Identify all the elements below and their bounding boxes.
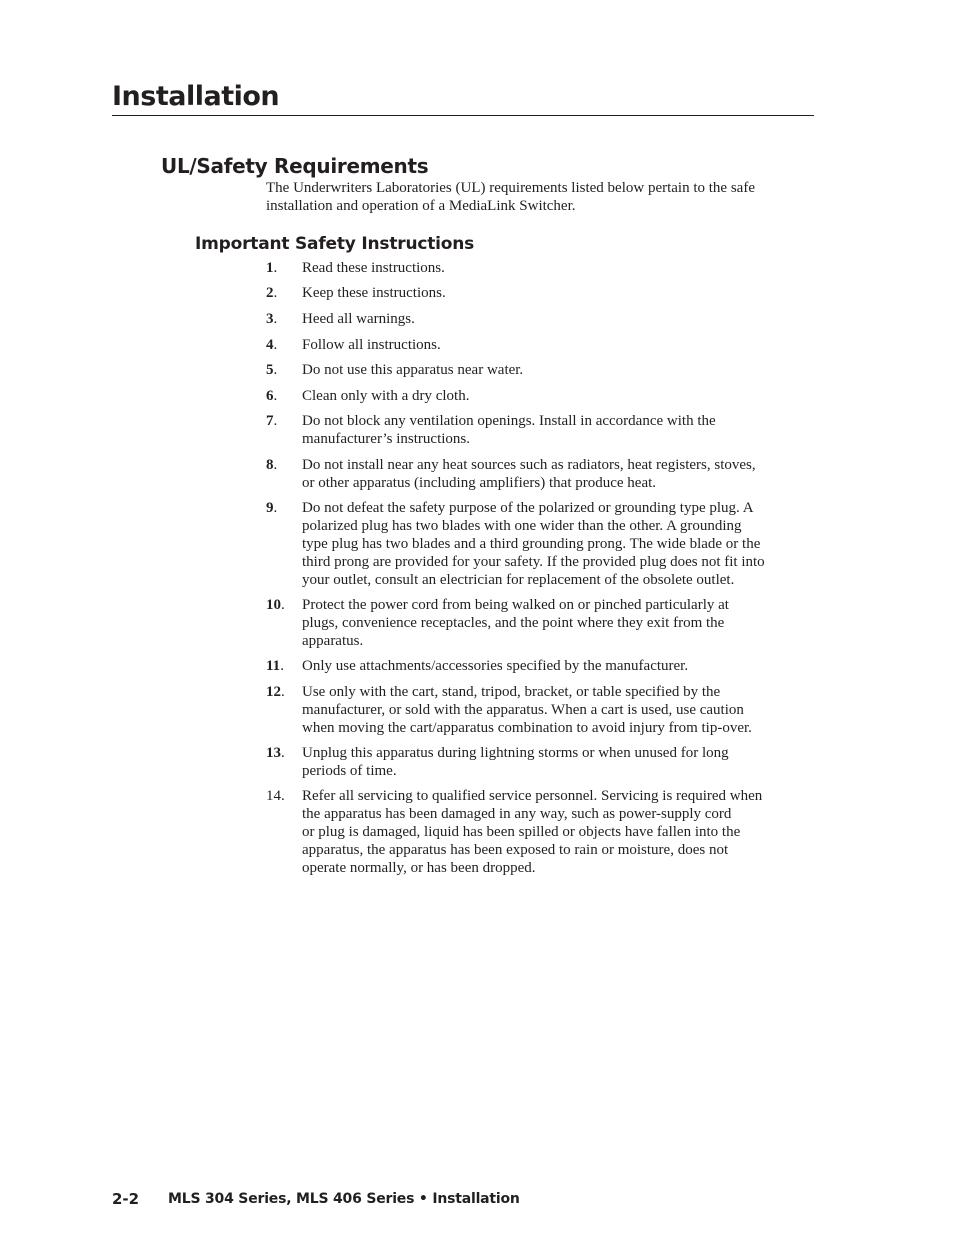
chapter-rule — [112, 115, 814, 116]
instruction-number: 8. — [266, 457, 278, 473]
instruction-text: Protect the power cord from being walked on or pinched particularly at plugs, convenience receptacles, and the point where they exit from the apparatus. — [302, 597, 729, 649]
instruction-number: 4. — [266, 337, 278, 353]
page-number: 2-2 — [112, 1190, 140, 1208]
instruction-text: Do not install near any heat sources such as radiators, heat registers, stoves, or other apparatus (including amplifiers) that produce heat. — [302, 457, 756, 491]
instruction-text: Follow all instructions. — [302, 337, 441, 353]
instruction-text: Use only with the cart, stand, tripod, bracket, or table specified by the manufacturer, or sold with the apparatus. When a cart is used, use caution when moving the cart/apparatus combination to avoid injury from tip-over. — [302, 684, 752, 736]
footer-title: MLS 304 Series, MLS 406 Series • Installation — [168, 1191, 520, 1207]
instruction-text: Clean only with a dry cloth. — [302, 388, 470, 404]
section-intro-text: The Underwriters Laboratories (UL) requirements listed below pertain to the safe installation and operation of a MediaLink Switcher. — [266, 180, 755, 214]
instruction-text: Do not use this apparatus near water. — [302, 362, 524, 378]
instruction-number: 13. — [266, 745, 285, 761]
page-footer — [112, 1189, 520, 1210]
instruction-text: Read these instructions. — [302, 260, 445, 276]
instruction-number: 10. — [266, 597, 285, 613]
instruction-text: Keep these instructions. — [302, 285, 446, 301]
instruction-text: Refer all servicing to qualified service personnel. Servicing is required when the apparatus has been damaged in any way, such as power-supply cord or plug is damaged, liquid has been spilled or objects have fallen into the apparatus, the apparatus has been exposed to rain or moisture, does not operate normally, or has been dropped. — [302, 788, 763, 876]
instruction-text: Do not block any ventilation openings. Install in accordance with the manufacturer’s instructions. — [302, 413, 716, 447]
instruction-text: Unplug this apparatus during lightning storms or when unused for long periods of time. — [302, 745, 729, 779]
instruction-number: 9. — [266, 500, 278, 516]
section-intro — [266, 179, 814, 215]
instruction-number: 5. — [266, 362, 278, 378]
instruction-number: 1. — [266, 260, 278, 276]
subsection-heading: Important Safety Instructions — [195, 234, 475, 254]
instruction-number: 7. — [266, 413, 278, 429]
instruction-number: 6. — [266, 388, 278, 404]
instruction-number: 2. — [266, 285, 278, 301]
instruction-text: Heed all warnings. — [302, 311, 415, 327]
section-heading: UL/Safety Requirements — [161, 154, 429, 178]
instruction-number: 14. — [266, 788, 285, 804]
instruction-number: 11. — [266, 658, 284, 674]
instruction-text: Do not defeat the safety purpose of the polarized or grounding type plug. A polarized plug has two blades with one wider than the other. A grounding type plug has two blades and a third grounding prong. The wide blade or the third prong are provided for your safety. If the provided plug does not fit into your outlet, consult an electrician for replacement of the obsolete outlet. — [302, 500, 765, 588]
instruction-number: 12. — [266, 684, 285, 700]
chapter-title: Installation — [112, 81, 280, 112]
instruction-number: 3. — [266, 311, 278, 327]
instruction-text: Only use attachments/accessories specified by the manufacturer. — [302, 658, 689, 674]
